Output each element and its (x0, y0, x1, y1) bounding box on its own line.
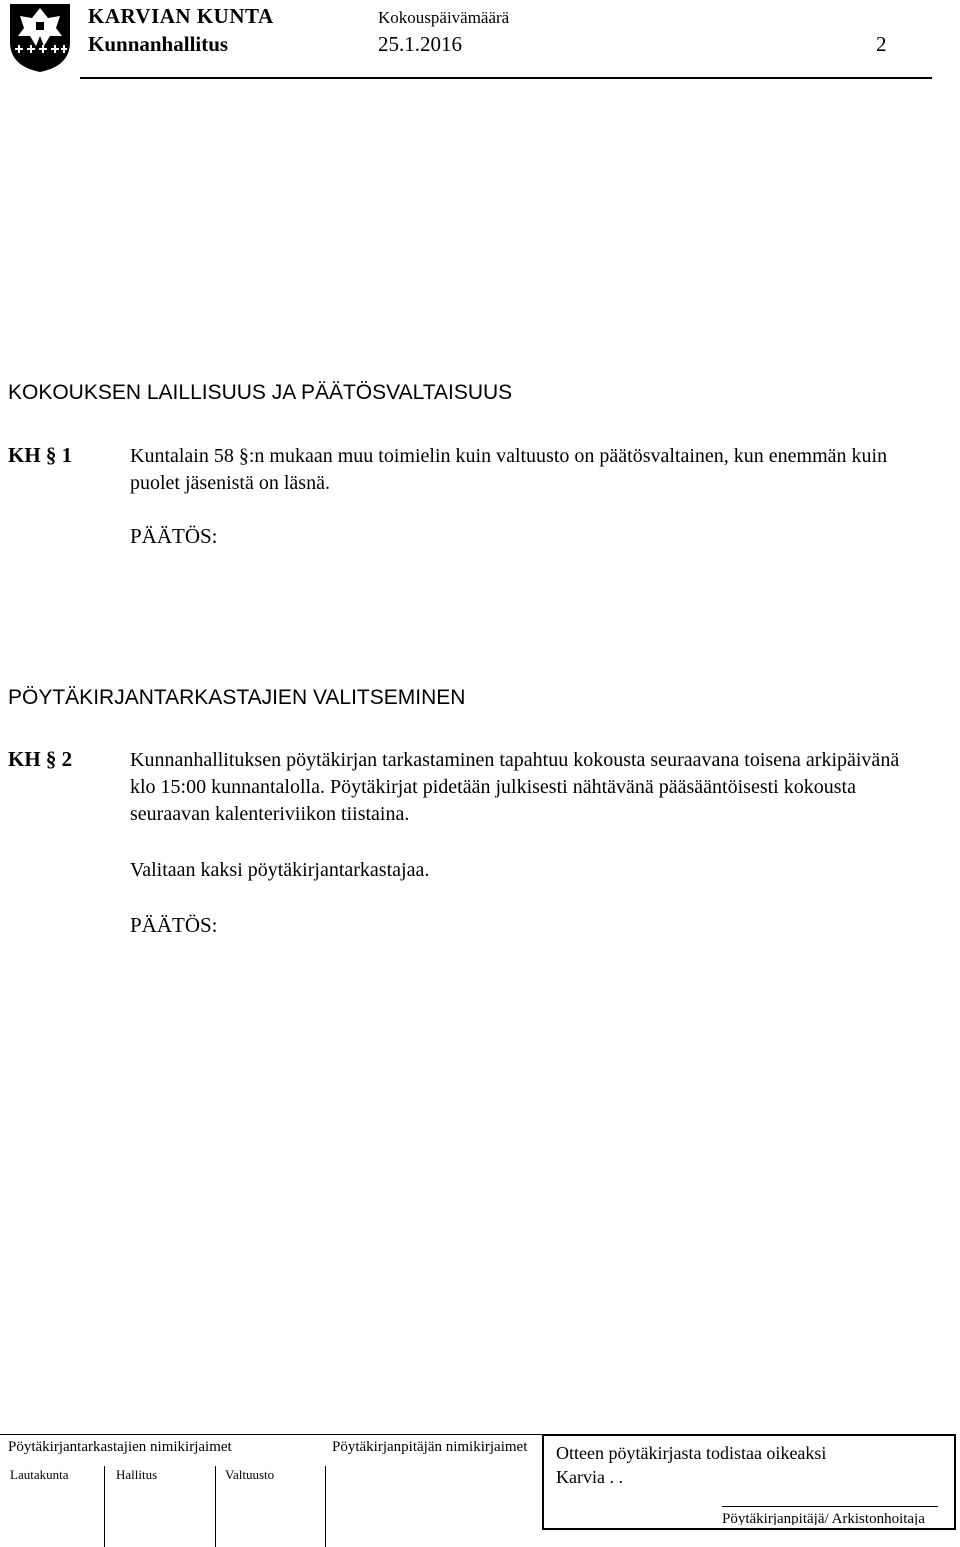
organization-name: KARVIAN KUNTA (88, 4, 274, 28)
meeting-date: 25.1.2016 (378, 32, 462, 56)
coat-of-arms-icon (8, 2, 72, 74)
header-divider (80, 77, 932, 79)
item-code: KH § 2 (8, 747, 73, 771)
municipal-coat-of-arms-logo (8, 2, 72, 74)
inspectors-signatures-label: Pöytäkirjantarkastajien nimikirjaimet (8, 1439, 232, 1455)
secretary-signature-label: Pöytäkirjanpitäjän nimikirjaimet (332, 1439, 528, 1455)
column-label-board: Lautakunta (10, 1467, 69, 1482)
item-paragraph: Kuntalain 58 §:n mukaan muu toimielin kuin valtuusto on päätösvaltainen, kun enemmän kuin puolet jäsenistä on läsnä. (130, 445, 888, 494)
section-title: KOKOUKSEN LAILLISUUS JA PÄÄTÖSVALTAISUUS (8, 381, 513, 404)
certification-text: Otteen pöytäkirjasta todistaa oikeaksi (556, 1443, 827, 1463)
column-label-executive: Hallitus (116, 1467, 158, 1482)
footer-top-rule (0, 1434, 542, 1435)
column-label-council: Valtuusto (225, 1467, 275, 1482)
footer-column-divider (215, 1466, 216, 1547)
item-code: KH § 1 (8, 443, 73, 467)
footer-column-divider (325, 1466, 326, 1547)
governing-body-name: Kunnanhallitus (88, 32, 229, 56)
item-paragraph: Kunnanhallituksen pöytäkirjan tarkastaminen tapahtuu kokousta seuraavana toisena arkipäivänä klo 15:00 kunnantalolla. Pöytäkirjat pidetään julkisesti nähtävänä pääsääntöisesti kokousta seuraavan kalenteriviikon tiistaina. (130, 749, 900, 825)
signer-title: Pöytäkirjanpitäjä/ Arkistonhoitaja (722, 1511, 925, 1525)
signature-line (722, 1506, 938, 1507)
decision-label: PÄÄTÖS: (130, 913, 218, 937)
section-title: PÖYTÄKIRJANTARKASTAJIEN VALITSEMINEN (8, 686, 466, 709)
decision-label: PÄÄTÖS: (130, 524, 218, 548)
certification-place-date: Karvia . . (556, 1467, 623, 1487)
meeting-date-label: Kokouspäivämäärä (378, 8, 510, 27)
footer-column-divider (104, 1466, 105, 1547)
item-paragraph: Valitaan kaksi pöytäkirjantarkastajaa. (130, 859, 430, 881)
page-number: 2 (876, 32, 887, 56)
